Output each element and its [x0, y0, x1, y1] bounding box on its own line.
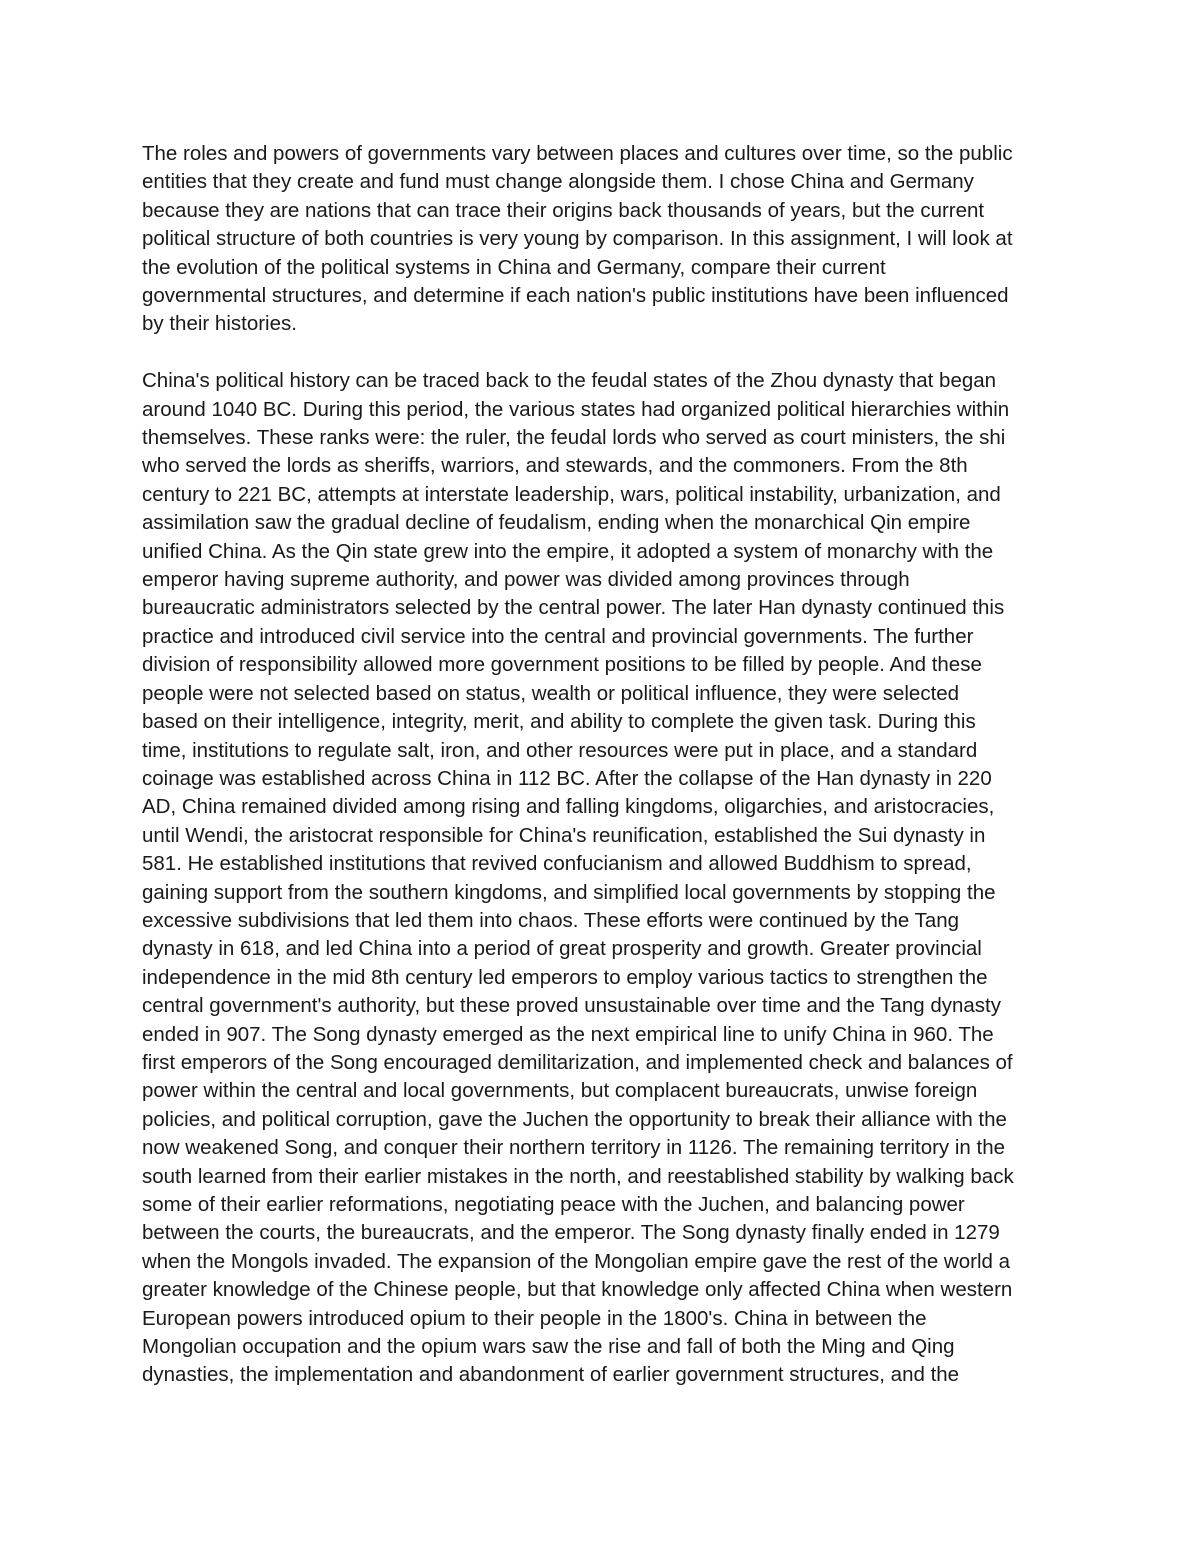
text-line: some of their earlier reformations, negotiating peace with the Juchen, and balancing power [142, 1193, 965, 1217]
text-line: between the courts, the bureaucrats, and the emperor. The Song dynasty finally ended in 1279 [142, 1221, 1000, 1245]
text-line: entities that they create and fund must change alongside them. I chose China and Germany [142, 170, 974, 194]
text-line: practice and introduced civil service into the central and provincial governments. The further [142, 624, 974, 648]
text-line: because they are nations that can trace their origins back thousands of years, but the current [142, 198, 985, 222]
text-line: until Wendi, the aristocrat responsible for China's reunification, established the Sui dynasty in [142, 823, 986, 847]
text-line: policies, and political corruption, gave the Juchen the opportunity to break their alliance with the [142, 1107, 1007, 1131]
text-line: European powers introduced opium to their people in the 1800's. China in between the [142, 1306, 927, 1330]
text-line: when the Mongols invaded. The expansion of the Mongolian empire gave the rest of the world a [142, 1249, 1010, 1273]
text-line: dynasties, the implementation and abandonment of earlier government structures, and the [142, 1363, 960, 1387]
text-line: dynasty in 618, and led China into a period of great prosperity and growth. Greater provincial [142, 937, 982, 961]
text-line: unified China. As the Qin state grew into the empire, it adopted a system of monarchy with the [142, 539, 994, 563]
text-line: emperor having supreme authority, and power was divided among provinces through [142, 568, 910, 592]
text-line: division of responsibility allowed more government positions to be filled by people. And these [142, 653, 982, 677]
paragraph-2 [142, 367, 1072, 1390]
text-line: power within the central and local governments, but complacent bureaucrats, unwise foreign [142, 1079, 978, 1103]
text-line: time, institutions to regulate salt, iron, and other resources were put in place, and a standard [142, 738, 978, 762]
text-line: who served the lords as sheriffs, warriors, and stewards, and the commoners. From the 8th [142, 454, 968, 478]
text-line: south learned from their earlier mistakes in the north, and reestablished stability by walking back [142, 1164, 1014, 1188]
document-body [142, 140, 1072, 1390]
text-line: governmental structures, and determine if each nation's public institutions have been influenced [142, 284, 1009, 308]
text-line: China's political history can be traced back to the feudal states of the Zhou dynasty that began [142, 369, 997, 393]
text-line: by their histories. [142, 312, 297, 336]
text-line: excessive subdivisions that led them into chaos. These efforts were continued by the Tang [142, 908, 960, 932]
text-line: AD, China remained divided among rising and falling kingdoms, oligarchies, and aristocracies, [142, 795, 995, 819]
text-line: based on their intelligence, integrity, merit, and ability to complete the given task. During this [142, 710, 976, 734]
text-line: themselves. These ranks were: the ruler, the feudal lords who served as court ministers, the shi [142, 426, 1006, 450]
text-line: The roles and powers of governments vary between places and cultures over time, so the public [142, 142, 1013, 165]
text-line: ended in 907. The Song dynasty emerged as the next empirical line to unify China in 960. The [142, 1022, 994, 1046]
text-line: coinage was established across China in 112 BC. After the collapse of the Han dynasty in 220 [142, 766, 992, 790]
paragraph-spacer [142, 339, 1072, 367]
text-line: bureaucratic administrators selected by the central power. The later Han dynasty continued this [142, 596, 1005, 620]
text-line: century to 221 BC, attempts at interstate leadership, wars, political instability, urbanization, and [142, 482, 1001, 506]
text-line: independence in the mid 8th century led emperors to employ various tactics to strengthen the [142, 965, 988, 989]
text-line: central government's authority, but these proved unsustainable over time and the Tang dynasty [142, 994, 1001, 1018]
paragraph-1 [142, 140, 1072, 339]
text-line: now weakened Song, and conquer their northern territory in 1126. The remaining territory in the [142, 1136, 1006, 1160]
text-line: greater knowledge of the Chinese people, but that knowledge only affected China when western [142, 1278, 1013, 1302]
text-line: the evolution of the political systems in China and Germany, compare their current [142, 255, 886, 279]
text-line: gaining support from the southern kingdoms, and simplified local governments by stopping the [142, 880, 996, 904]
text-line: 581. He established institutions that revived confucianism and allowed Buddhism to spread, [142, 852, 972, 876]
text-line: people were not selected based on status, wealth or political influence, they were selected [142, 681, 960, 705]
text-line: political structure of both countries is very young by comparison. In this assignment, I will look at [142, 227, 1013, 251]
text-line: assimilation saw the gradual decline of feudalism, ending when the monarchical Qin empire [142, 511, 971, 535]
text-line: first emperors of the Song encouraged demilitarization, and implemented check and balances of [142, 1050, 1013, 1074]
text-line: around 1040 BC. During this period, the various states had organized political hierarchies within [142, 397, 1010, 421]
text-line: Mongolian occupation and the opium wars saw the rise and fall of both the Ming and Qing [142, 1335, 955, 1359]
